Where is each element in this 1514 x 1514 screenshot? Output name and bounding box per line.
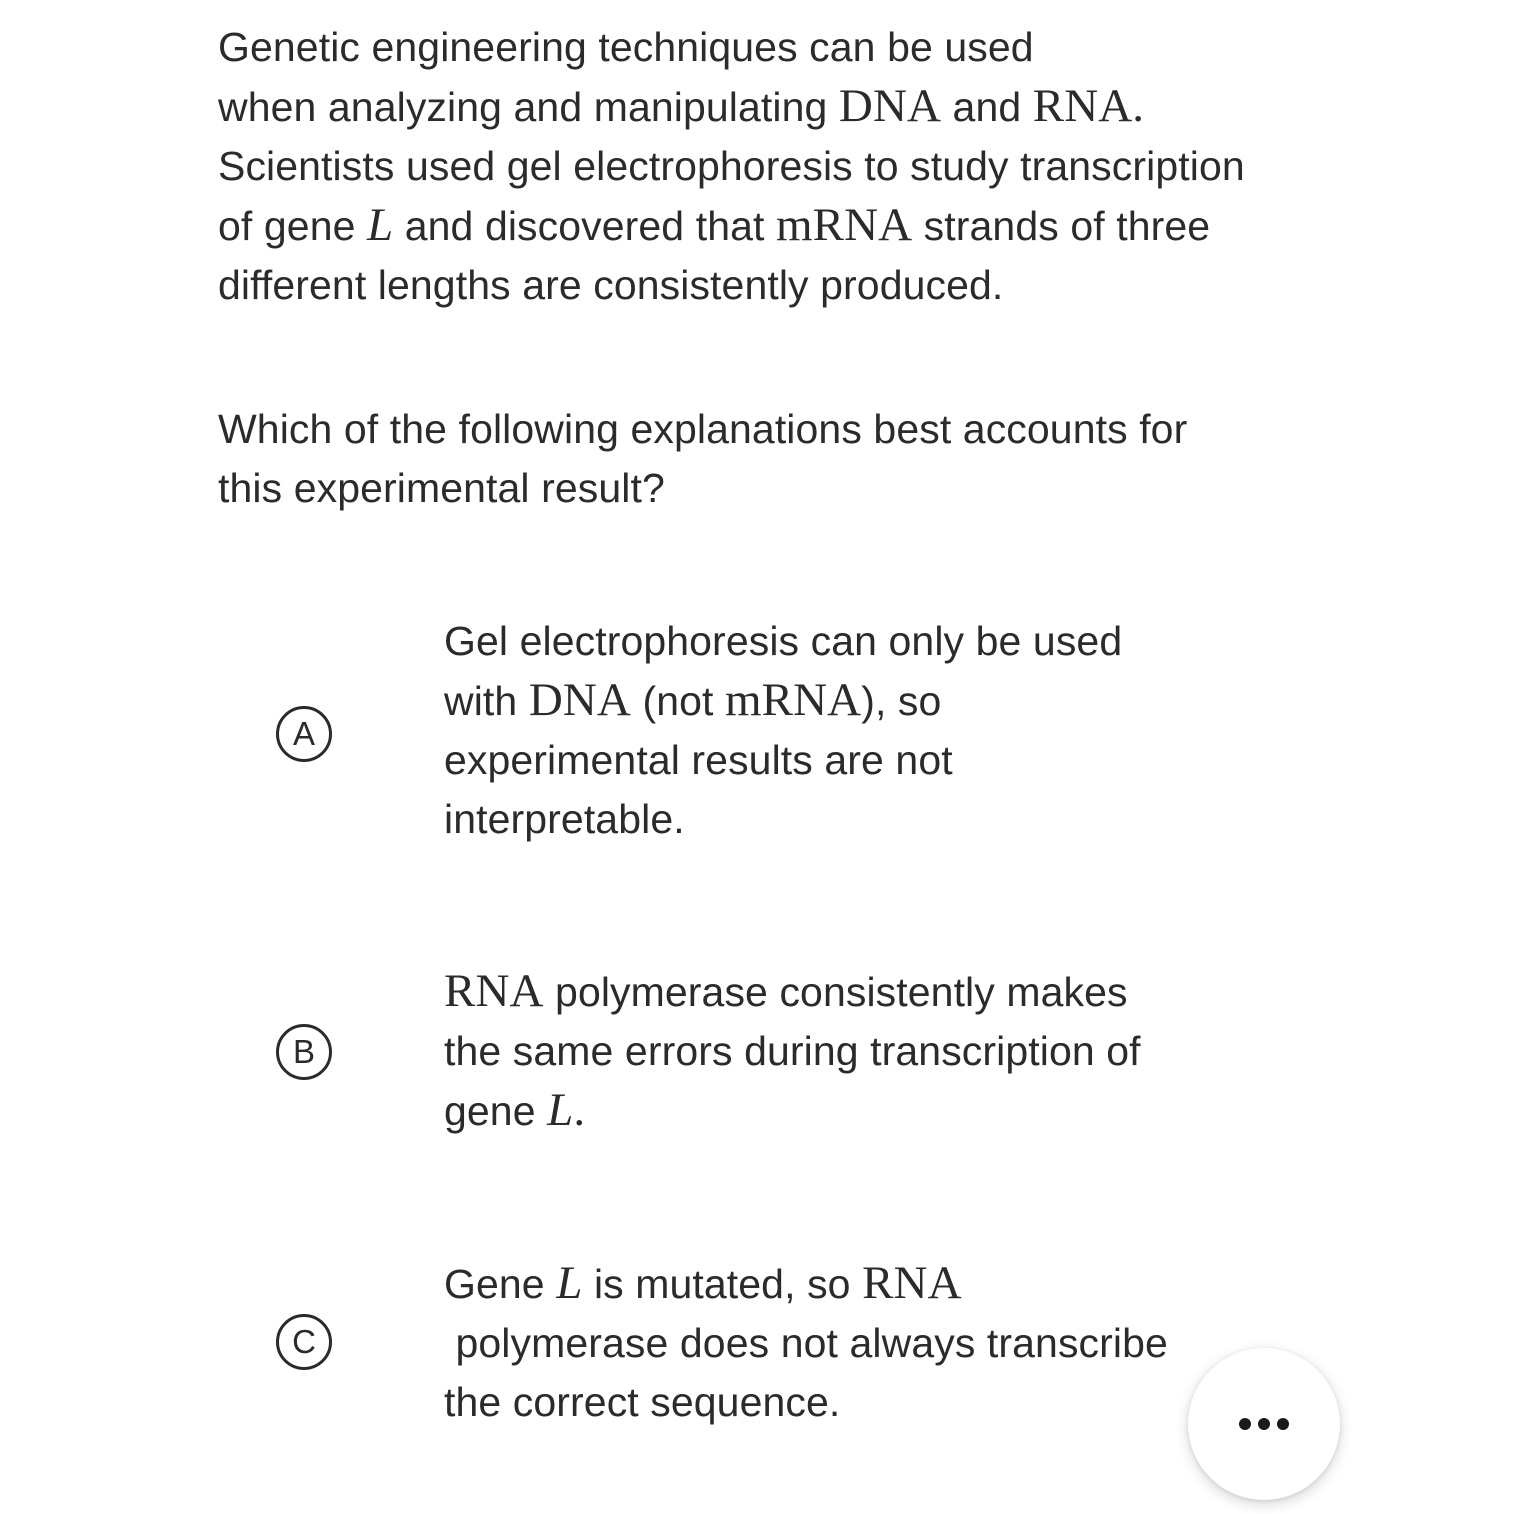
math-gene-l: L — [367, 199, 394, 251]
passage-text: Scientists used gel electrophoresis to study transcription — [218, 143, 1245, 189]
choice-b-radio[interactable] — [276, 1024, 332, 1080]
passage-text: different lengths are consistently produced. — [218, 262, 1004, 308]
choice-text: Gel electrophoresis can only be used — [444, 618, 1123, 664]
choice-letter: C — [292, 1323, 316, 1360]
math-mrna: mRNA — [775, 199, 913, 251]
dot — [1277, 1418, 1289, 1430]
math-rna: RNA — [444, 965, 544, 1017]
choice-line — [444, 612, 1224, 671]
choice-line — [444, 731, 1224, 790]
choice-text: the same errors during transcription of — [444, 1028, 1141, 1074]
choice-letter: A — [292, 715, 315, 752]
more-horizontal-icon — [1239, 1418, 1289, 1430]
choice-text: the correct sequence. — [444, 1379, 841, 1425]
math-dna: DNA — [528, 674, 631, 726]
choice-text: polymerase does not always transcribe — [444, 1320, 1168, 1366]
math-rna: RNA — [862, 1257, 962, 1309]
choice-line — [444, 962, 1224, 1022]
choice-text: experimental results are not — [444, 737, 953, 783]
choice-text: ), so — [861, 678, 942, 724]
choice-line — [444, 1373, 1224, 1432]
choice-text: (not — [630, 678, 725, 724]
prompt-line — [218, 459, 1338, 518]
choice-text: interpretable. — [444, 796, 685, 842]
choice-line — [444, 671, 1224, 731]
passage-line — [218, 256, 1338, 315]
passage-text: when analyzing and manipulating — [218, 84, 839, 130]
question-passage — [218, 18, 1338, 315]
prompt-text: Which of the following explanations best accounts for — [218, 406, 1188, 452]
passage-text: . — [1132, 80, 1145, 132]
math-mrna: mRNA — [724, 674, 862, 726]
passage-text: strands of three — [912, 203, 1211, 249]
choice-a-radio[interactable] — [276, 706, 332, 762]
passage-line — [218, 77, 1338, 137]
prompt-text: this experimental result? — [218, 465, 665, 511]
math-gene-l: L — [556, 1257, 583, 1309]
passage-text: of gene — [218, 203, 367, 249]
math-dna: DNA — [838, 80, 942, 132]
passage-text: and discovered that — [393, 203, 776, 249]
choice-c-text[interactable] — [444, 1254, 1224, 1432]
passage-text: Genetic engineering techniques can be used — [218, 24, 1034, 70]
choice-line — [444, 1022, 1224, 1081]
dot — [1258, 1418, 1270, 1430]
choice-line — [444, 1081, 1224, 1141]
choice-text: . — [573, 1084, 586, 1136]
choice-a-text[interactable] — [444, 612, 1224, 849]
choice-text: gene — [444, 1088, 548, 1134]
math-rna: RNA — [1032, 80, 1133, 132]
choice-line — [444, 1254, 1224, 1314]
math-gene-l: L — [547, 1084, 574, 1136]
choice-letter: B — [292, 1033, 315, 1070]
passage-line — [218, 137, 1338, 196]
choice-c-radio[interactable] — [276, 1314, 332, 1370]
passage-line — [218, 18, 1338, 77]
passage-line — [218, 196, 1338, 256]
choice-b-text[interactable] — [444, 962, 1224, 1141]
question-prompt — [218, 400, 1338, 518]
choice-text: with — [444, 678, 529, 724]
more-options-button[interactable] — [1188, 1348, 1340, 1500]
prompt-line — [218, 400, 1338, 459]
choice-text: polymerase consistently makes — [543, 969, 1128, 1015]
choice-line — [444, 790, 1224, 849]
choice-line — [444, 1314, 1224, 1373]
choice-text: is mutated, so — [582, 1261, 863, 1307]
choice-text: Gene — [444, 1261, 557, 1307]
dot — [1239, 1418, 1251, 1430]
passage-text: and — [941, 84, 1033, 130]
